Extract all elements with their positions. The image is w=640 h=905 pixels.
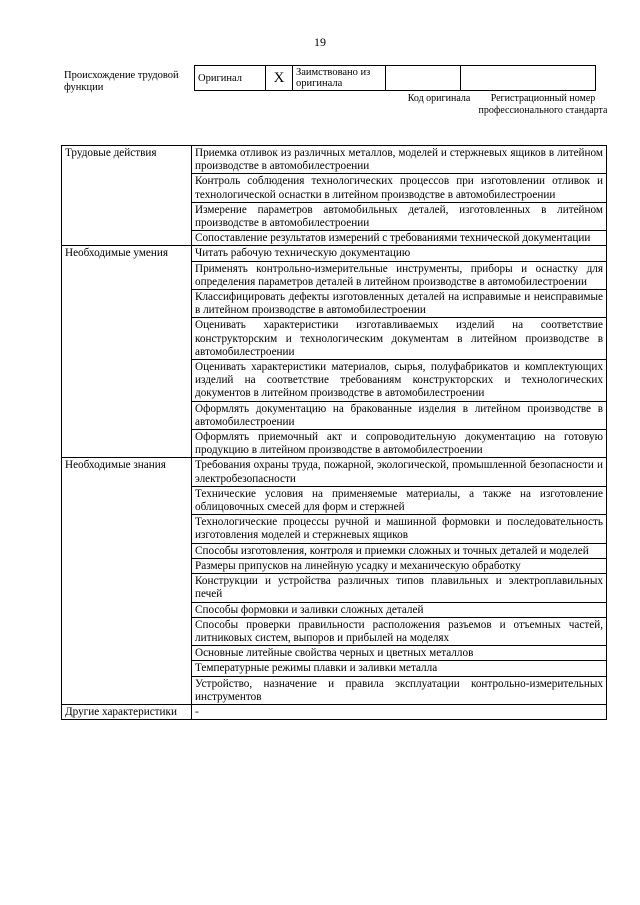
section-item: Сопоставление результатов измерений с требованиями технической документации <box>192 231 607 246</box>
section-item: Устройство, назначение и правила эксплуатации контрольно-измерительных инструментов <box>192 676 607 704</box>
table-row <box>62 146 607 174</box>
section-item: Технологические процессы ручной и машинной формовки и последовательность изготовления моделей и стержневых ящиков <box>192 515 607 543</box>
section-item: Измерение параметров автомобильных деталей, изготовленных в литейном производстве в автомобилестроении <box>192 202 607 230</box>
section-item: Классифицировать дефекты изготовленных деталей на исправимые и неисправимые в литейном производстве в автомобилестроении <box>192 290 607 318</box>
section-title: Необходимые знания <box>62 458 192 704</box>
section-item: Оформлять документацию на бракованные изделия в литейном производстве в автомобилестроении <box>192 401 607 429</box>
section-title: Трудовые действия <box>62 146 192 246</box>
section-item: Конструкции и устройства различных типов плавильных и электроплавильных печей <box>192 574 607 602</box>
section-item: - <box>192 704 607 719</box>
origin-original-cell: Оригинал <box>195 66 266 91</box>
section-item: Применять контрольно-измерительные инструменты, приборы и оснастку для определения параметров деталей в литейном производстве в автомобилестроении <box>192 261 607 289</box>
section-item: Способы проверки правильности расположения разъемов и отъемных частей, литниковых систем, выпоров и прибылей на моделях <box>192 617 607 645</box>
labor-function-table <box>61 145 607 720</box>
table-row <box>62 704 607 719</box>
code-caption: Код оригинала <box>407 93 471 104</box>
section-item: Основные литейные свойства черных и цветных металлов <box>192 646 607 661</box>
section-item: Температурные режимы плавки и заливки металла <box>192 661 607 676</box>
origin-table <box>194 65 596 91</box>
section-item: Технические условия на применяемые материалы, а также на изготовление облицовочных смесей для форм и стержней <box>192 486 607 514</box>
origin-reg-number-cell <box>461 66 596 91</box>
section-item: Размеры припусков на линейную усадку и механическую обработку <box>192 558 607 573</box>
section-item: Читать рабочую техническую документацию <box>192 246 607 261</box>
table-row <box>62 458 607 486</box>
section-item: Требования охраны труда, пожарной, экологической, промышленной безопасности и электробезопасности <box>192 458 607 486</box>
reg-number-caption: Регистрационный номер профессионального стандарта <box>478 93 608 116</box>
section-item: Оценивать характеристики материалов, сырья, полуфабрикатов и комплектующих изделий на соответствие требованиям конструкторских и технологических документов в литейном производстве в автомобилестроении <box>192 360 607 402</box>
origin-borrowed-cell: Заимствовано из оригинала <box>293 66 386 91</box>
origin-original-mark: X <box>266 66 293 91</box>
origin-code-cell <box>386 66 461 91</box>
section-item: Оценивать характеристики изготавливаемых изделий на соответствие конструкторским и технологическим документам в литейном производстве в автомобилестроении <box>192 318 607 360</box>
section-title: Другие характеристики <box>62 704 192 719</box>
page-number: 19 <box>314 35 326 49</box>
section-item: Способы изготовления, контроля и приемки сложных и точных деталей и моделей <box>192 543 607 558</box>
section-title: Необходимые умения <box>62 246 192 458</box>
section-item: Способы формовки и заливки сложных деталей <box>192 602 607 617</box>
origin-label: Происхождение трудовой функции <box>64 70 179 93</box>
table-row <box>62 246 607 261</box>
section-item: Приемка отливок из различных металлов, моделей и стержневых ящиков в литейном производстве в автомобилестроении <box>192 146 607 174</box>
section-item: Оформлять приемочный акт и сопроводительную документацию на готовую продукцию в литейном производстве в автомобилестроении <box>192 430 607 458</box>
section-item: Контроль соблюдения технологических процессов при изготовлении отливок и технологической оснастки в литейном производстве в автомобилестроении <box>192 174 607 202</box>
